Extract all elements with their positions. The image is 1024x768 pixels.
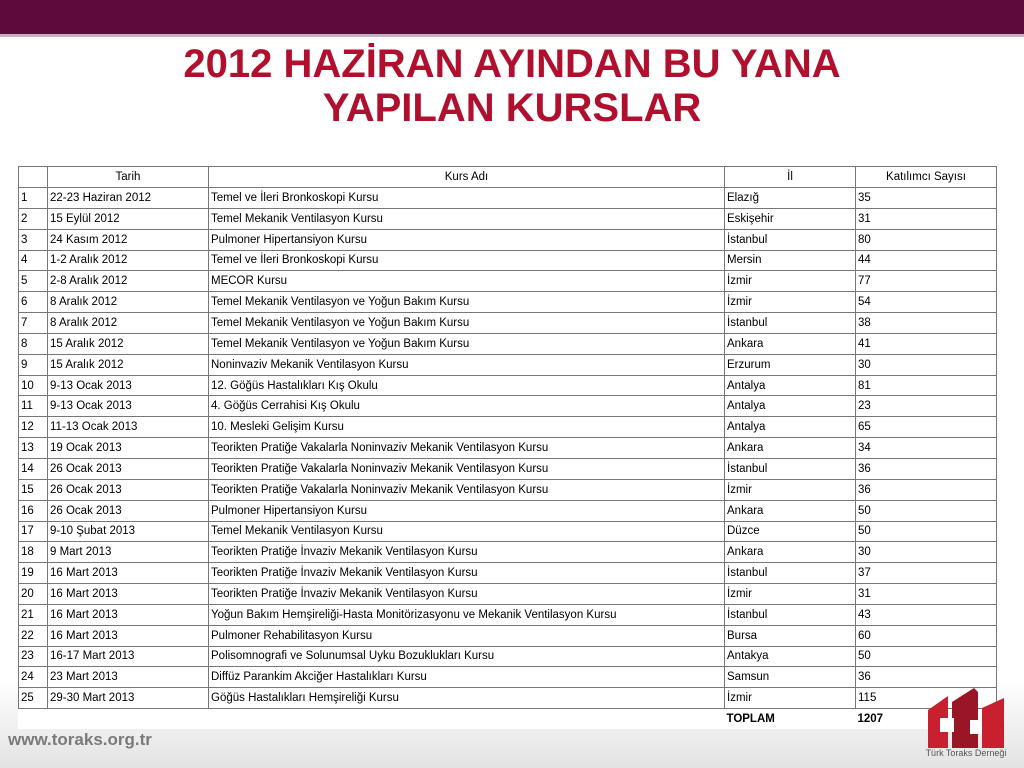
row-course-name: Temel Mekanik Ventilasyon ve Yoğun Bakım Kursu xyxy=(209,313,725,334)
row-index: 20 xyxy=(19,584,48,605)
row-course-name: Temel Mekanik Ventilasyon ve Yoğun Bakım Kursu xyxy=(209,292,725,313)
row-date: 16 Mart 2013 xyxy=(48,584,209,605)
row-participant-count: 31 xyxy=(856,208,997,229)
table-row xyxy=(19,646,997,667)
total-spacer xyxy=(48,709,209,729)
row-index: 17 xyxy=(19,521,48,542)
row-participant-count: 60 xyxy=(856,625,997,646)
table-row xyxy=(19,417,997,438)
row-index: 1 xyxy=(19,188,48,209)
header-date: Tarih xyxy=(48,167,209,188)
row-city: İzmir xyxy=(725,271,856,292)
row-index: 6 xyxy=(19,292,48,313)
table-row xyxy=(19,208,997,229)
total-spacer xyxy=(209,709,725,729)
row-city: Eskişehir xyxy=(725,208,856,229)
total-value: 1207 xyxy=(857,713,884,726)
row-course-name: Teorikten Pratiğe Vakalarla Noninvaziv Mekanik Ventilasyon Kursu xyxy=(209,438,725,459)
row-index: 11 xyxy=(19,396,48,417)
row-date: 15 Aralık 2012 xyxy=(48,354,209,375)
top-bar xyxy=(0,0,1024,34)
row-date: 22-23 Haziran 2012 xyxy=(48,188,209,209)
row-course-name: MECOR Kursu xyxy=(209,271,725,292)
row-participant-count: 77 xyxy=(856,271,997,292)
row-city: İzmir xyxy=(725,688,856,709)
row-course-name: 4. Göğüs Cerrahisi Kış Okulu xyxy=(209,396,725,417)
table-row xyxy=(19,688,997,709)
row-index: 9 xyxy=(19,354,48,375)
row-city: Ankara xyxy=(725,333,856,354)
row-participant-count: 30 xyxy=(856,354,997,375)
row-index: 25 xyxy=(19,688,48,709)
table-row xyxy=(19,542,997,563)
row-city: İstanbul xyxy=(725,563,856,584)
row-date: 9-13 Ocak 2013 xyxy=(48,375,209,396)
row-city: Ankara xyxy=(725,542,856,563)
row-course-name: Pulmoner Hipertansiyon Kursu xyxy=(209,500,725,521)
row-course-name: Temel Mekanik Ventilasyon Kursu xyxy=(209,521,725,542)
table-row xyxy=(19,354,997,375)
row-index: 22 xyxy=(19,625,48,646)
row-date: 16 Mart 2013 xyxy=(48,563,209,584)
row-date: 16 Mart 2013 xyxy=(48,604,209,625)
table-row xyxy=(19,667,997,688)
row-index: 8 xyxy=(19,333,48,354)
row-participant-count: 36 xyxy=(856,458,997,479)
row-date: 23 Mart 2013 xyxy=(48,667,209,688)
header-course-name: Kurs Adı xyxy=(209,167,725,188)
row-city: İzmir xyxy=(725,584,856,605)
row-city: Mersin xyxy=(725,250,856,271)
row-index: 19 xyxy=(19,563,48,584)
row-index: 4 xyxy=(19,250,48,271)
row-course-name: Temel Mekanik Ventilasyon Kursu xyxy=(209,208,725,229)
row-participant-count: 37 xyxy=(856,563,997,584)
row-date: 11-13 Ocak 2013 xyxy=(48,417,209,438)
table-row xyxy=(19,333,997,354)
row-course-name: Teorikten Pratiğe İnvaziv Mekanik Ventilasyon Kursu xyxy=(209,584,725,605)
row-index: 3 xyxy=(19,229,48,250)
table-row xyxy=(19,500,997,521)
row-date: 26 Ocak 2013 xyxy=(48,458,209,479)
row-index: 13 xyxy=(19,438,48,459)
table-row xyxy=(19,229,997,250)
row-course-name: Temel Mekanik Ventilasyon ve Yoğun Bakım Kursu xyxy=(209,333,725,354)
row-date: 15 Eylül 2012 xyxy=(48,208,209,229)
table-row xyxy=(19,375,997,396)
row-index: 14 xyxy=(19,458,48,479)
row-date: 9-10 Şubat 2013 xyxy=(48,521,209,542)
row-index: 23 xyxy=(19,646,48,667)
row-city: Antalya xyxy=(725,375,856,396)
row-date: 1-2 Aralık 2012 xyxy=(48,250,209,271)
row-course-name: Pulmoner Hipertansiyon Kursu xyxy=(209,229,725,250)
row-date: 15 Aralık 2012 xyxy=(48,333,209,354)
row-date: 9 Mart 2013 xyxy=(48,542,209,563)
row-city: Samsun xyxy=(725,667,856,688)
top-bar-divider xyxy=(0,34,1024,37)
total-label: TOPLAM xyxy=(726,713,775,726)
row-participant-count: 50 xyxy=(856,521,997,542)
row-city: İstanbul xyxy=(725,229,856,250)
table-row xyxy=(19,188,997,209)
row-city: Antalya xyxy=(725,417,856,438)
table-row xyxy=(19,313,997,334)
row-course-name: Yoğun Bakım Hemşireliği-Hasta Monitörizasyonu ve Mekanik Ventilasyon Kursu xyxy=(209,604,725,625)
row-participant-count: 54 xyxy=(856,292,997,313)
row-participant-count: 23 xyxy=(856,396,997,417)
row-participant-count: 50 xyxy=(856,500,997,521)
row-participant-count: 36 xyxy=(856,479,997,500)
row-date: 2-8 Aralık 2012 xyxy=(48,271,209,292)
website-link[interactable]: www.toraks.org.tr xyxy=(8,730,152,749)
header-participant-count: Katılımcı Sayısı xyxy=(856,167,997,188)
total-row xyxy=(19,709,997,729)
row-index: 21 xyxy=(19,604,48,625)
row-date: 26 Ocak 2013 xyxy=(48,500,209,521)
row-city: Antalya xyxy=(725,396,856,417)
row-index: 18 xyxy=(19,542,48,563)
row-participant-count: 80 xyxy=(856,229,997,250)
row-course-name: 12. Göğüs Hastalıkları Kış Okulu xyxy=(209,375,725,396)
total-spacer xyxy=(19,709,48,729)
row-city: Düzce xyxy=(725,521,856,542)
row-participant-count: 34 xyxy=(856,438,997,459)
row-city: İstanbul xyxy=(725,313,856,334)
table-row xyxy=(19,563,997,584)
row-city: İstanbul xyxy=(725,458,856,479)
row-index: 10 xyxy=(19,375,48,396)
row-city: Elazığ xyxy=(725,188,856,209)
row-index: 15 xyxy=(19,479,48,500)
table-row xyxy=(19,584,997,605)
title-line-2: YAPILAN KURSLAR xyxy=(322,86,702,130)
row-participant-count: 35 xyxy=(856,188,997,209)
table-row xyxy=(19,250,997,271)
row-course-name: Teorikten Pratiğe İnvaziv Mekanik Ventilasyon Kursu xyxy=(209,542,725,563)
table-row xyxy=(19,479,997,500)
logo-caption: Türk Toraks Derneği xyxy=(925,748,1007,758)
row-index: 12 xyxy=(19,417,48,438)
table-body xyxy=(19,188,997,709)
row-city: Ankara xyxy=(725,500,856,521)
row-participant-count: 81 xyxy=(856,375,997,396)
table-header-row xyxy=(19,167,997,188)
row-date: 24 Kasım 2012 xyxy=(48,229,209,250)
table-row xyxy=(19,625,997,646)
title-line-1: 2012 HAZİRAN AYINDAN BU YANA xyxy=(183,42,841,86)
row-city: İzmir xyxy=(725,292,856,313)
table-row xyxy=(19,271,997,292)
row-participant-count: 31 xyxy=(856,584,997,605)
row-date: 8 Aralık 2012 xyxy=(48,313,209,334)
table-row xyxy=(19,521,997,542)
row-course-name: Polisomnografi ve Solunumsal Uyku Bozuklukları Kursu xyxy=(209,646,725,667)
table-row xyxy=(19,458,997,479)
row-participant-count: 38 xyxy=(856,313,997,334)
row-index: 5 xyxy=(19,271,48,292)
row-course-name: Göğüs Hastalıkları Hemşireliği Kursu xyxy=(209,688,725,709)
row-date: 29-30 Mart 2013 xyxy=(48,688,209,709)
row-participant-count: 30 xyxy=(856,542,997,563)
row-date: 8 Aralık 2012 xyxy=(48,292,209,313)
row-city: Ankara xyxy=(725,438,856,459)
row-course-name: Noninvaziv Mekanik Ventilasyon Kursu xyxy=(209,354,725,375)
row-index: 7 xyxy=(19,313,48,334)
row-course-name: Pulmoner Rehabilitasyon Kursu xyxy=(209,625,725,646)
courses-table xyxy=(18,166,997,729)
row-date: 16-17 Mart 2013 xyxy=(48,646,209,667)
row-participant-count: 36 xyxy=(856,667,997,688)
table-row xyxy=(19,438,997,459)
row-course-name: Teorikten Pratiğe Vakalarla Noninvaziv Mekanik Ventilasyon Kursu xyxy=(209,458,725,479)
row-participant-count: 44 xyxy=(856,250,997,271)
row-participant-count: 115 xyxy=(856,688,997,709)
row-participant-count: 43 xyxy=(856,604,997,625)
row-index: 2 xyxy=(19,208,48,229)
row-date: 26 Ocak 2013 xyxy=(48,479,209,500)
row-city: Bursa xyxy=(725,625,856,646)
header-index xyxy=(19,167,48,188)
row-course-name: 10. Mesleki Gelişim Kursu xyxy=(209,417,725,438)
row-city: İstanbul xyxy=(725,604,856,625)
row-city: İzmir xyxy=(725,479,856,500)
row-date: 9-13 Ocak 2013 xyxy=(48,396,209,417)
table-row xyxy=(19,292,997,313)
row-course-name: Temel ve İleri Bronkoskopi Kursu xyxy=(209,250,725,271)
row-index: 24 xyxy=(19,667,48,688)
row-index: 16 xyxy=(19,500,48,521)
table-row xyxy=(19,396,997,417)
row-participant-count: 50 xyxy=(856,646,997,667)
row-participant-count: 65 xyxy=(856,417,997,438)
row-participant-count: 41 xyxy=(856,333,997,354)
row-city: Antakya xyxy=(725,646,856,667)
row-date: 16 Mart 2013 xyxy=(48,625,209,646)
row-city: Erzurum xyxy=(725,354,856,375)
row-course-name: Temel ve İleri Bronkoskopi Kursu xyxy=(209,188,725,209)
header-city: İl xyxy=(725,167,856,188)
row-course-name: Teorikten Pratiğe İnvaziv Mekanik Ventilasyon Kursu xyxy=(209,563,725,584)
row-course-name: Teorikten Pratiğe Vakalarla Noninvaziv Mekanik Ventilasyon Kursu xyxy=(209,479,725,500)
page-title xyxy=(0,42,1024,130)
row-course-name: Diffüz Parankim Akciğer Hastalıkları Kursu xyxy=(209,667,725,688)
table-row xyxy=(19,604,997,625)
row-date: 19 Ocak 2013 xyxy=(48,438,209,459)
